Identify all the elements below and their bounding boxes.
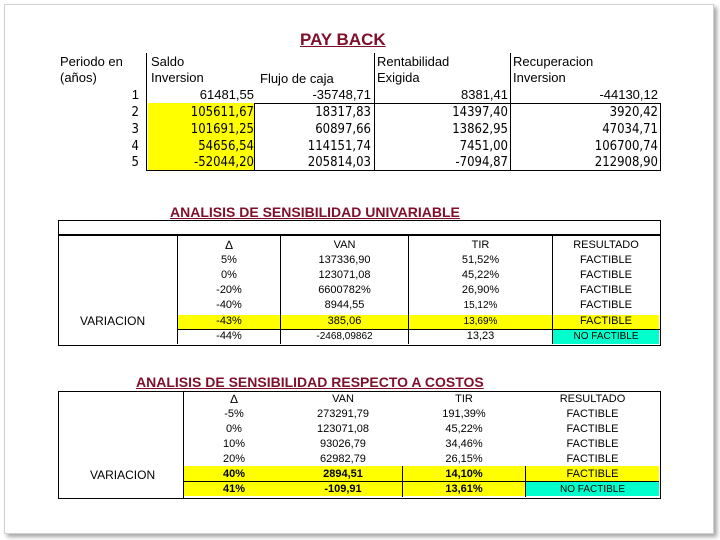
cell-tir: 45,22%	[445, 423, 483, 435]
cell-tir: 14,10%	[445, 468, 483, 480]
cell-flujo: -35748,71	[312, 87, 371, 102]
cell-resultado: FACTIBLE	[580, 315, 632, 327]
header-resultado: RESULTADO	[559, 393, 626, 405]
cell-saldo: 61481,55	[199, 87, 254, 102]
cell-delta: -44%	[216, 330, 242, 342]
cell-tir: 15,12%	[463, 300, 498, 311]
cell-resultado: FACTIBLE	[580, 284, 632, 296]
cell-van: 273291,79	[317, 408, 369, 420]
cell-resultado: FACTIBLE	[580, 299, 632, 311]
cell-periodo: 2	[131, 105, 139, 120]
grid-line	[510, 53, 511, 171]
cell-tir: 13,69%	[463, 316, 498, 327]
header-delta: ∆	[225, 238, 233, 252]
cell-resultado: FACTIBLE	[566, 423, 619, 435]
univariable-table	[58, 220, 661, 344]
cell-van: 62982,79	[320, 453, 366, 465]
header-saldo-2: Inversion	[151, 70, 204, 85]
header-van: VAN	[333, 239, 356, 251]
cell-rentabilidad: 8381,41	[461, 87, 508, 102]
cell-saldo: 101691,25	[190, 122, 254, 137]
cell-delta: 5%	[221, 254, 237, 266]
grid-line	[254, 103, 255, 171]
cell-resultado: FACTIBLE	[566, 468, 619, 480]
cell-flujo: 205814,03	[307, 155, 371, 170]
cell-tir: 13,23	[466, 330, 495, 342]
cell-delta: 20%	[222, 453, 246, 465]
cell-rentabilidad: 7451,00	[459, 139, 508, 154]
cell-delta: 40%	[222, 468, 246, 480]
header-tir: TIR	[471, 239, 490, 251]
cell-delta: -43%	[216, 315, 242, 327]
cell-tir: 34,46%	[445, 438, 483, 450]
header-rentabilidad: Rentabilidad	[377, 54, 450, 69]
cell-resultado: FACTIBLE	[580, 269, 632, 281]
cell-van: 8944,55	[324, 299, 365, 311]
cell-resultado: FACTIBLE	[566, 408, 619, 420]
cell-tir: 51,52%	[461, 254, 500, 266]
cell-tir: 191,39%	[442, 408, 486, 420]
cell-flujo: 18317,83	[315, 105, 371, 120]
cell-van: 93026,79	[320, 438, 366, 450]
header-tir: TIR	[455, 393, 473, 405]
cell-saldo: -52044,20	[193, 155, 254, 170]
grid-line	[146, 170, 661, 171]
header-delta: ∆	[230, 392, 238, 406]
cell-periodo: 4	[131, 139, 139, 154]
cell-delta: 41%	[222, 483, 246, 495]
cell-recuperacion: 212908,90	[594, 155, 658, 170]
cell-resultado: FACTIBLE	[566, 453, 619, 465]
grid-line	[146, 53, 147, 171]
cell-periodo: 1	[131, 87, 139, 102]
payback-title: PAY BACK	[300, 30, 386, 49]
cell-saldo: 105611,67	[190, 105, 254, 120]
variacion-label: VARIACION	[90, 468, 156, 482]
header-resultado: RESULTADO	[573, 239, 639, 251]
variacion-label: VARIACION	[80, 314, 146, 328]
cell-van: -2468,09862	[316, 331, 373, 342]
cell-recuperacion: 3920,42	[609, 105, 658, 120]
cell-delta: 0%	[221, 269, 237, 281]
cell-resultado: NO FACTIBLE	[573, 331, 639, 342]
cell-flujo: 60897,66	[315, 122, 371, 137]
costos-table	[58, 391, 661, 499]
cell-delta: 10%	[222, 438, 246, 450]
grid-line	[254, 103, 661, 104]
cell-delta: 0%	[226, 423, 242, 435]
univariable-title: ANALISIS DE SENSIBILIDAD UNIVARIABLE	[170, 204, 460, 220]
cell-rentabilidad: 14397,40	[452, 105, 508, 120]
cell-van: 123071,08	[318, 269, 371, 281]
cell-resultado: FACTIBLE	[580, 254, 632, 266]
cell-resultado: NO FACTIBLE	[559, 484, 625, 495]
cell-tir: 26,15%	[445, 453, 483, 465]
cell-tir: 13,61%	[445, 483, 483, 495]
header-recuperacion: Recuperacion	[513, 54, 594, 69]
cell-periodo: 5	[131, 155, 139, 170]
cell-van: 6600782%	[318, 284, 371, 296]
cell-van: 2894,51	[323, 468, 363, 480]
cell-van: -109,91	[324, 483, 362, 495]
header-flujo: Flujo de caja	[260, 71, 334, 86]
grid-line	[374, 53, 375, 171]
cell-periodo: 3	[131, 122, 139, 137]
header-rentabilidad-2: Exigida	[377, 70, 420, 85]
costos-title: ANALISIS DE SENSIBILIDAD RESPECTO A COSTOS	[136, 374, 484, 390]
cell-tir: 45,22%	[461, 269, 500, 281]
payback-table	[57, 53, 661, 171]
cell-delta: -5%	[224, 408, 244, 420]
header-van: VAN	[332, 393, 354, 405]
header-saldo: Saldo	[151, 54, 185, 69]
cell-recuperacion: -44130,12	[599, 87, 658, 102]
header-periodo-unit: (años)	[60, 70, 97, 85]
cell-delta: -20%	[216, 284, 242, 296]
cell-rentabilidad: 13862,95	[452, 122, 508, 137]
grid-line	[660, 103, 661, 171]
cell-tir: 26,90%	[461, 284, 500, 296]
header-recuperacion-2: Inversion	[513, 70, 566, 85]
cell-resultado: FACTIBLE	[566, 438, 619, 450]
cell-recuperacion: 106700,74	[594, 139, 658, 154]
cell-saldo: 54656,54	[198, 139, 254, 154]
cell-flujo: 114151,74	[307, 139, 371, 154]
cell-rentabilidad: -7094,87	[455, 155, 508, 170]
cell-van: 385,06	[327, 315, 362, 327]
cell-van: 137336,90	[318, 254, 371, 266]
cell-recuperacion: 47034,71	[602, 122, 658, 137]
cell-delta: -40%	[216, 299, 242, 311]
header-periodo: Periodo en	[60, 54, 123, 69]
cell-van: 123071,08	[317, 423, 369, 435]
